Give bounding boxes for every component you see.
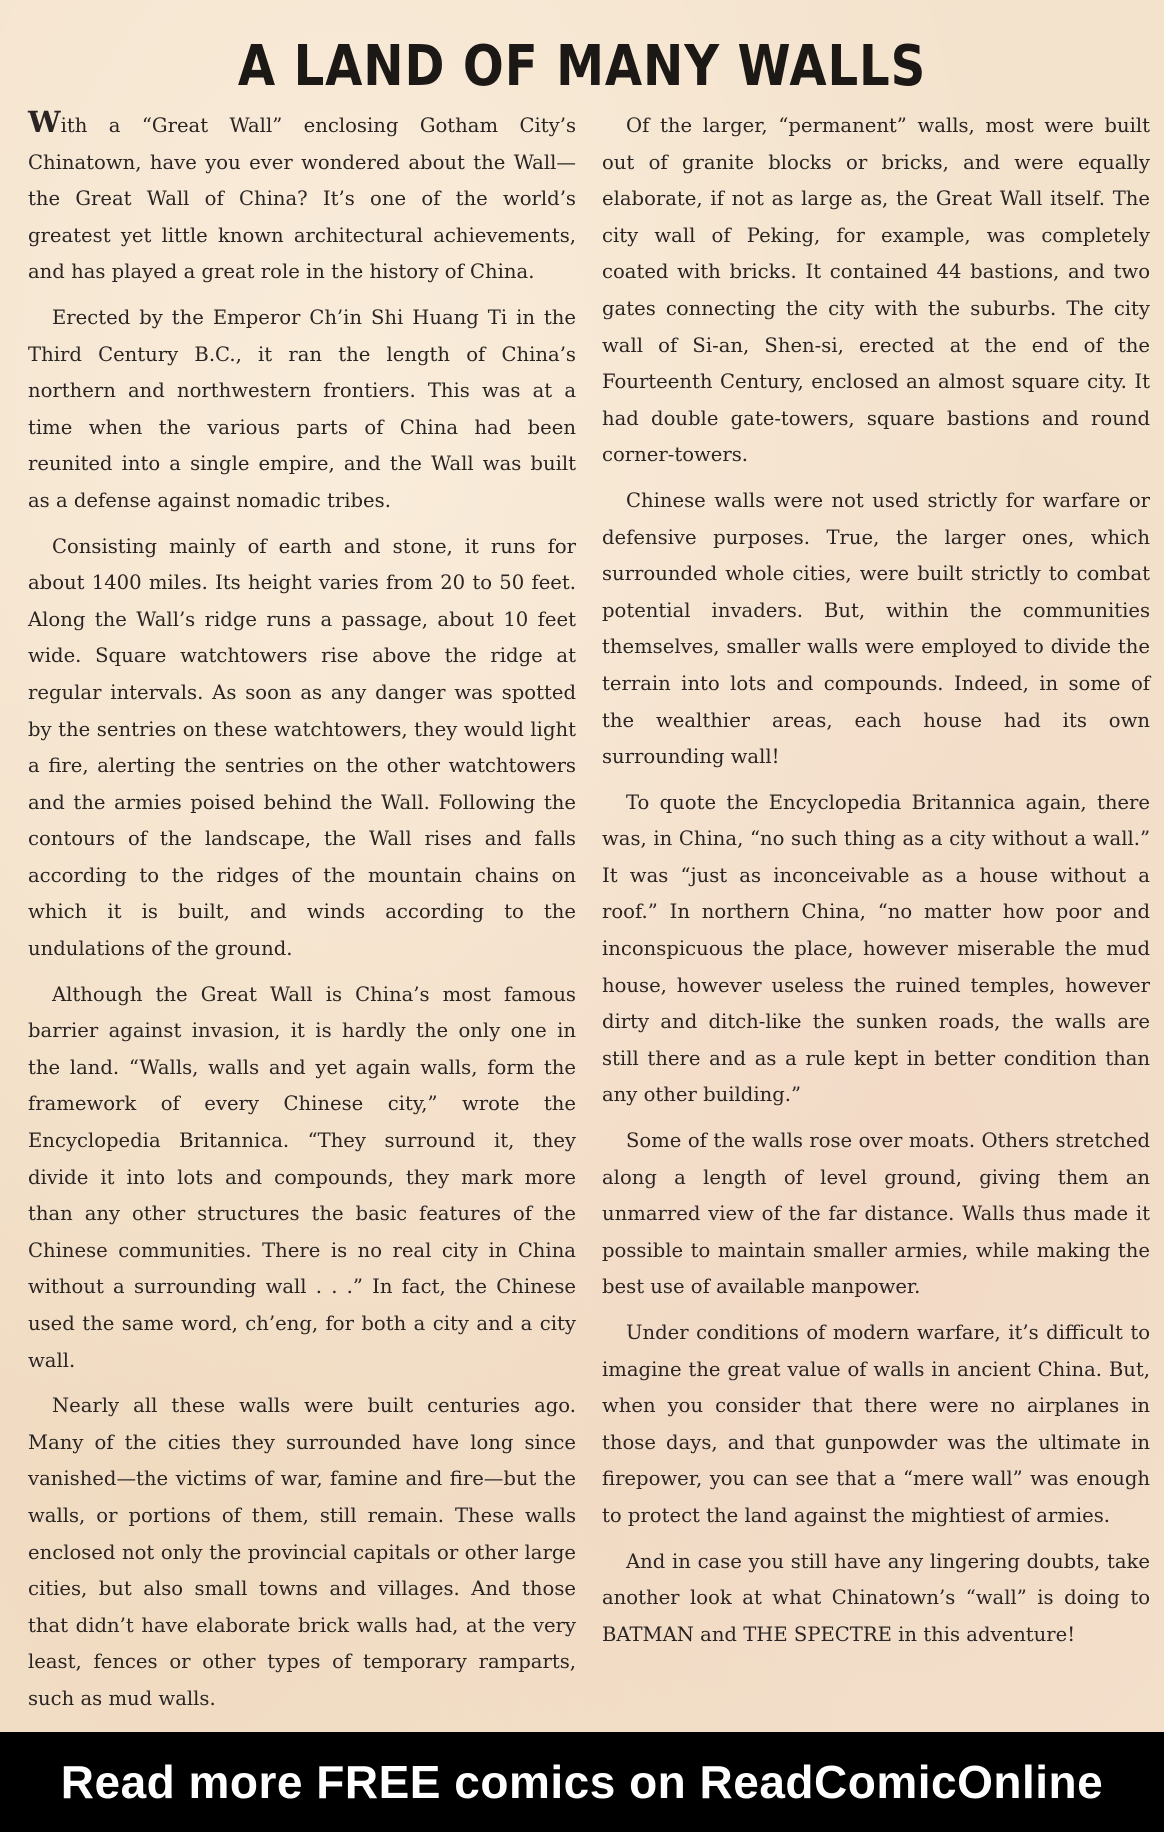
footer-banner[interactable] [0, 1732, 1164, 1832]
paragraph: Although the Great Wall is China’s most famous barrier against invasion, it is hardly the only one in the land. “Walls, walls and yet again walls, form the framework of every Chinese city,” wrote the Encyclopedia Britannica. “They surround it, they divide it into lots and compounds, they mark more than any other structures the basic features of the Chinese communities. There is no real city in China without a surrounding wall . . .” In fact, the Chinese used the same word, ch’eng, for both a city and a city wall. [28, 982, 576, 1372]
paragraph: And in case you still have any lingering doubts, take another look at what Chinatown’s “wall” is doing to BATMAN and THE SPECTRE in this adventure! [602, 1549, 1150, 1646]
footer-banner-text[interactable]: Read more FREE comics on ReadComicOnline [60, 1756, 1104, 1808]
paragraph: Nearly all these walls were built centuries ago. Many of the cities they surrounded have long since vanished—the victims of war, famine and fire—but the walls, or portions of them, still remain. These walls enclosed not only the provincial capitals or other large cities, but also small towns and villages. And those that didn’t have elaborate brick walls had, at the very least, fences or other types of temporary ramparts, such as mud walls. [28, 1394, 576, 1710]
drop-cap: W [28, 105, 61, 139]
right-column [602, 108, 1150, 1662]
paragraph: Consisting mainly of earth and stone, it runs for about 1400 miles. Its height varies from 20 to 50 feet. Along the Wall’s ridge runs a passage, about 10 feet wide. Square watchtowers rise above the ridge at regular intervals. As soon as any danger was spotted by the sentries on these watchtowers, they would light a fire, alerting the sentries on the other watchtowers and the armies poised behind the Wall. Following the contours of the landscape, the Wall rises and falls according to the ridges of the mountain chains on which it is built, and winds according to the undulations of the ground. [28, 534, 576, 961]
paragraph: Chinese walls were not used strictly for warfare or defensive purposes. True, the larger ones, which surrounded whole cities, were built strictly to combat potential invaders. But, within the communities themselves, smaller walls were employed to divide the terrain into lots and compounds. Indeed, in some of the wealthier areas, each house had its own surrounding wall! [602, 488, 1150, 769]
paragraph-text: ith a “Great Wall” enclosing Gotham City’s Chinatown, have you ever wondered about the Wall—the Great Wall of China? It’s one of the world’s greatest yet little known architectural achievements, and has played a great role in the history of China. [28, 114, 576, 284]
article-title: A LAND OF MANY WALLS [237, 34, 927, 99]
paragraph: Some of the walls rose over moats. Others stretched along a length of level ground, giving them an unmarred view of the far distance. Walls thus made it possible to maintain smaller armies, while making the best use of available manpower. [602, 1129, 1150, 1299]
paragraph: Erected by the Emperor Ch’in Shi Huang Ti in the Third Century B.C., it ran the length of China’s northern and northwestern frontiers. This was at a time when the various parts of China had been reunited into a single empire, and the Wall was built as a defense against nomadic tribes. [28, 305, 576, 512]
paragraph [28, 105, 576, 291]
paragraph: Under conditions of modern warfare, it’s difficult to imagine the great value of walls in ancient China. But, when you consider that there were no airplanes in those days, and that gunpowder was the ultimate in firepower, you can see that a “mere wall” was enough to protect the land against the mightiest of armies. [602, 1321, 1150, 1527]
paragraph: Of the larger, “permanent” walls, most were built out of granite blocks or bricks, and were equally elaborate, if not as large as, the Great Wall itself. The city wall of Peking, for example, was completely coated with bricks. It contained 44 bastions, and two gates connecting the city with the suburbs. The city wall of Si-an, Shen-si, erected at the end of the Fourteenth Century, enclosed an almost square city. It had double gate-towers, square bastions and round corner-towers. [602, 114, 1150, 467]
paragraph: To quote the Encyclopedia Britannica again, there was, in China, “no such thing as a city without a wall.” It was “just as inconceivable as a house without a roof.” In northern China, “no matter how poor and inconspicuous the place, however miserable the mud house, however useless the ruined temples, however dirty and ditch-like the sunken roads, the walls are still there and as a rule kept in better condition than any other building.” [602, 790, 1150, 1107]
left-column [28, 105, 576, 1727]
